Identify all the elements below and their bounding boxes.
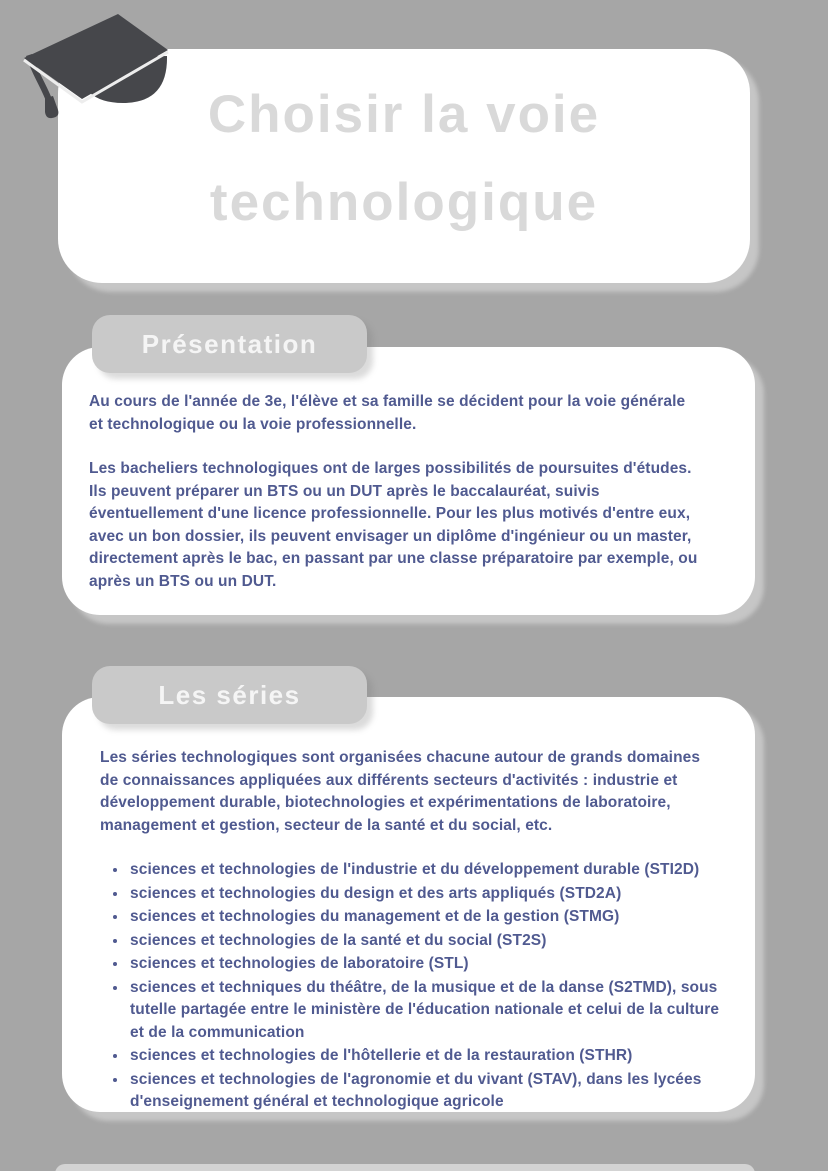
- series-item: • sciences et technologies du design et des arts appliqués (STD2A): [128, 882, 721, 906]
- partial-next-card-edge: [55, 1164, 755, 1171]
- page-title-line2: technologique: [209, 173, 599, 232]
- section-badge-series-label: Les séries: [158, 679, 301, 710]
- section-badge-series: [92, 666, 367, 724]
- presentation-paragraph-2: Les bacheliers technologiques ont de larges possibilités de poursuites d'études. Ils peuvent préparer un BTS ou un DUT après le baccalauréat, suivis éventuellement d'une licence professionnelle. Pour les plus motivés d'entre eux, avec un bon dossier, ils peuvent envisager un diplôme d'ingénieur ou un master, directement après le bac, en passant par une classe préparatoire par exemple, ou après un BTS ou un DUT.: [89, 460, 698, 590]
- series-item: • sciences et technologies de laboratoire (STL): [128, 952, 721, 976]
- presentation-paragraph-1: Au cours de l'année de 3e, l'élève et sa famille se décident pour la voie générale et technologique ou la voie professionnelle.: [89, 393, 686, 433]
- series-item: • sciences et technologies de l'industrie et du développement durable (STI2D): [128, 858, 721, 882]
- series-item: • sciences et technologies de la santé et du social (ST2S): [128, 929, 721, 953]
- series-list: [100, 858, 721, 1114]
- series-item: • sciences et technologies de l'hôtellerie et de la restauration (STHR): [128, 1044, 721, 1068]
- series-intro: Les séries technologiques sont organisées chacune autour de grands domaines de connaissances appliquées aux différents secteurs d'activités : industrie et développement durable, biotechnologies et expérimentations de laboratoire, management et gestion, secteur de la santé et du social, etc.: [100, 749, 701, 834]
- series-item: • sciences et techniques du théâtre, de la musique et de la danse (S2TMD), sous tutelle partagée entre le ministère de l'éducation nationale et celui de la culture et de la communication: [128, 976, 721, 1045]
- section-badge-presentation: [92, 315, 367, 373]
- series-card: [62, 697, 755, 1112]
- series-item: • sciences et technologies du management et de la gestion (STMG): [128, 905, 721, 929]
- section-badge-presentation-label: Présentation: [141, 328, 318, 359]
- page-title-line1: Choisir la voie: [207, 85, 601, 144]
- presentation-card: [62, 347, 755, 615]
- series-item: • sciences et technologies de l'agronomie et du vivant (STAV), dans les lycées d'enseignement général et technologique agricole: [128, 1068, 721, 1114]
- graduation-cap-icon: [20, 6, 170, 128]
